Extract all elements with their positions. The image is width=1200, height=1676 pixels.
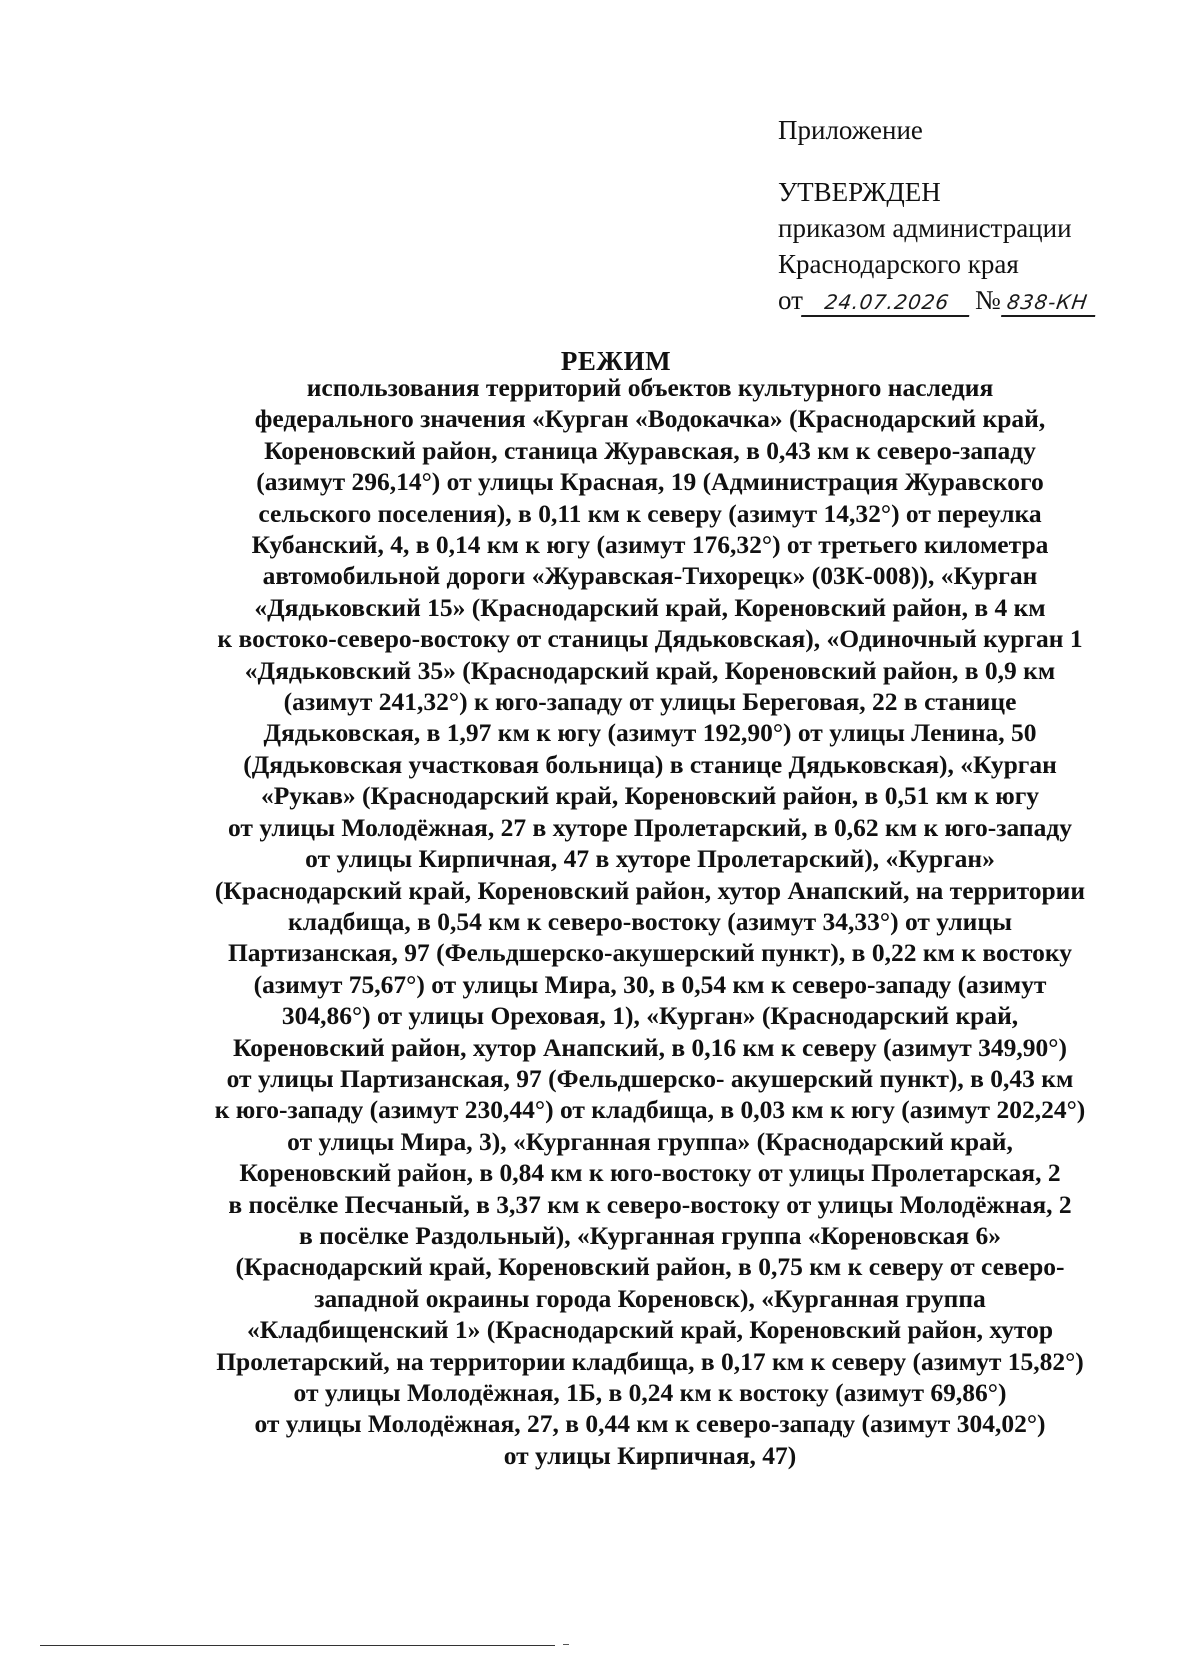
description-line: Кореновский район, станица Журавская, в 0,43 км к северо-западу: [264, 435, 1036, 465]
description-line: к востоко-северо-востоку от станицы Дядьковская), «Одиночный курган 1: [217, 624, 1083, 654]
description-line: от улицы Молодёжная, 27 в хуторе Пролетарский, в 0,62 км к юго-западу: [228, 812, 1072, 842]
footer-divider: [40, 1645, 555, 1646]
order-line-1: приказом администрации: [778, 213, 1072, 243]
description-line: от улицы Кирпичная, 47): [503, 1440, 797, 1470]
description-line: Дядьковская, в 1,97 км к югу (азимут 192,90°) от улицы Ленина, 50: [263, 718, 1037, 748]
approved-label: УТВЕРЖДЕН: [778, 177, 941, 207]
description-line: «Рукав» (Краснодарский край, Кореновский район, в 0,51 км к югу: [260, 781, 1040, 811]
description-line: в посёлке Раздольный), «Курганная группа «Кореновская 6»: [298, 1220, 1002, 1250]
number-sign: №: [974, 285, 1001, 315]
handwritten-number: 838-КН: [1001, 289, 1099, 317]
description-line: (азимут 241,32°) к юго-западу от улицы Береговая, 22 в станице: [283, 687, 1017, 717]
description-line: «Кладбищенский 1» (Краснодарский край, Кореновский район, хутор: [246, 1315, 1054, 1345]
date-prefix: от: [778, 285, 803, 315]
description-line: Кубанский, 4, в 0,14 км к югу (азимут 176,32°) от третьего километра: [251, 530, 1049, 560]
description-line: (Краснодарский край, Кореновский район, хутор Анапский, на территории: [214, 875, 1086, 905]
description-line: от улицы Молодёжная, 27, в 0,44 км к северо-западу (азимут 304,02°): [254, 1409, 1046, 1439]
description-line: «Дядьковский 35» (Краснодарский край, Кореновский район, в 0,9 км: [244, 655, 1056, 685]
footer-divider-tail: [563, 1644, 569, 1645]
description-line: (азимут 75,67°) от улицы Мира, 30, в 0,54 км к северо-западу (азимут: [253, 969, 1047, 999]
description-line: Кореновский район, в 0,84 км к юго-востоку от улицы Пролетарская, 2: [239, 1158, 1061, 1188]
description-line: Партизанская, 97 (Фельдшерско-акушерский пункт), в 0,22 км к востоку: [227, 938, 1073, 968]
description-line: (Дядьковская участковая больница) в станице Дядьковская), «Курган: [243, 749, 1057, 779]
handwritten-date: 24.07.2026: [801, 289, 973, 317]
description-line: от улицы Кирпичная, 47 в хуторе Пролетарский), «Курган»: [305, 844, 995, 874]
description-line: западной окраины города Кореновск), «Курганная группа: [314, 1283, 986, 1313]
description-line: в посёлке Песчаный, в 3,37 км к северо-востоку от улицы Молодёжная, 2: [228, 1189, 1072, 1219]
approval-block: [778, 112, 1178, 318]
description-line: 304,86°) от улицы Ореховая, 1), «Курган» (Краснодарский край,: [281, 1001, 1019, 1031]
description-line: (азимут 296,14°) от улицы Красная, 19 (Администрация Журавского: [256, 467, 1044, 497]
description-line: Пролетарский, на территории кладбища, в 0,17 км к северу (азимут 15,82°): [216, 1346, 1084, 1376]
appendix-label: Приложение: [778, 115, 923, 145]
description-line: «Дядьковский 15» (Краснодарский край, Кореновский район, в 4 км: [254, 592, 1046, 622]
order-date-row: [778, 282, 1178, 318]
document-title: РЕЖИМ: [560, 346, 672, 376]
description-line: федерального значения «Курган «Водокачка» (Краснодарский край,: [254, 404, 1046, 434]
order-line-2: Краснодарского края: [778, 249, 1019, 279]
description-line: автомобильной дороги «Журавская-Тихорецк» (03К-008)), «Курган: [262, 561, 1038, 591]
description-line: к юго-западу (азимут 230,44°) от кладбища, в 0,03 км к югу (азимут 202,24°): [214, 1095, 1086, 1125]
description-line: от улицы Партизанская, 97 (Фельдшерско- акушерский пункт), в 0,43 км: [226, 1063, 1074, 1093]
description-line: от улицы Мира, 3), «Курганная группа» (Краснодарский край,: [287, 1126, 1013, 1156]
description-line: Кореновский район, хутор Анапский, в 0,16 км к северу (азимут 349,90°): [232, 1032, 1067, 1062]
description-line: использования территорий объектов культурного наследия: [306, 373, 994, 402]
description-line: (Краснодарский край, Кореновский район, в 0,75 км к северу от северо-: [235, 1252, 1065, 1282]
document-description: [170, 372, 1130, 1471]
description-line: от улицы Молодёжная, 1Б, в 0,24 км к востоку (азимут 69,86°): [293, 1378, 1007, 1407]
description-line: кладбища, в 0,54 км к северо-востоку (азимут 34,33°) от улицы: [288, 906, 1012, 936]
description-line: сельского поселения), в 0,11 км к северу (азимут 14,32°) от переулка: [258, 498, 1042, 528]
